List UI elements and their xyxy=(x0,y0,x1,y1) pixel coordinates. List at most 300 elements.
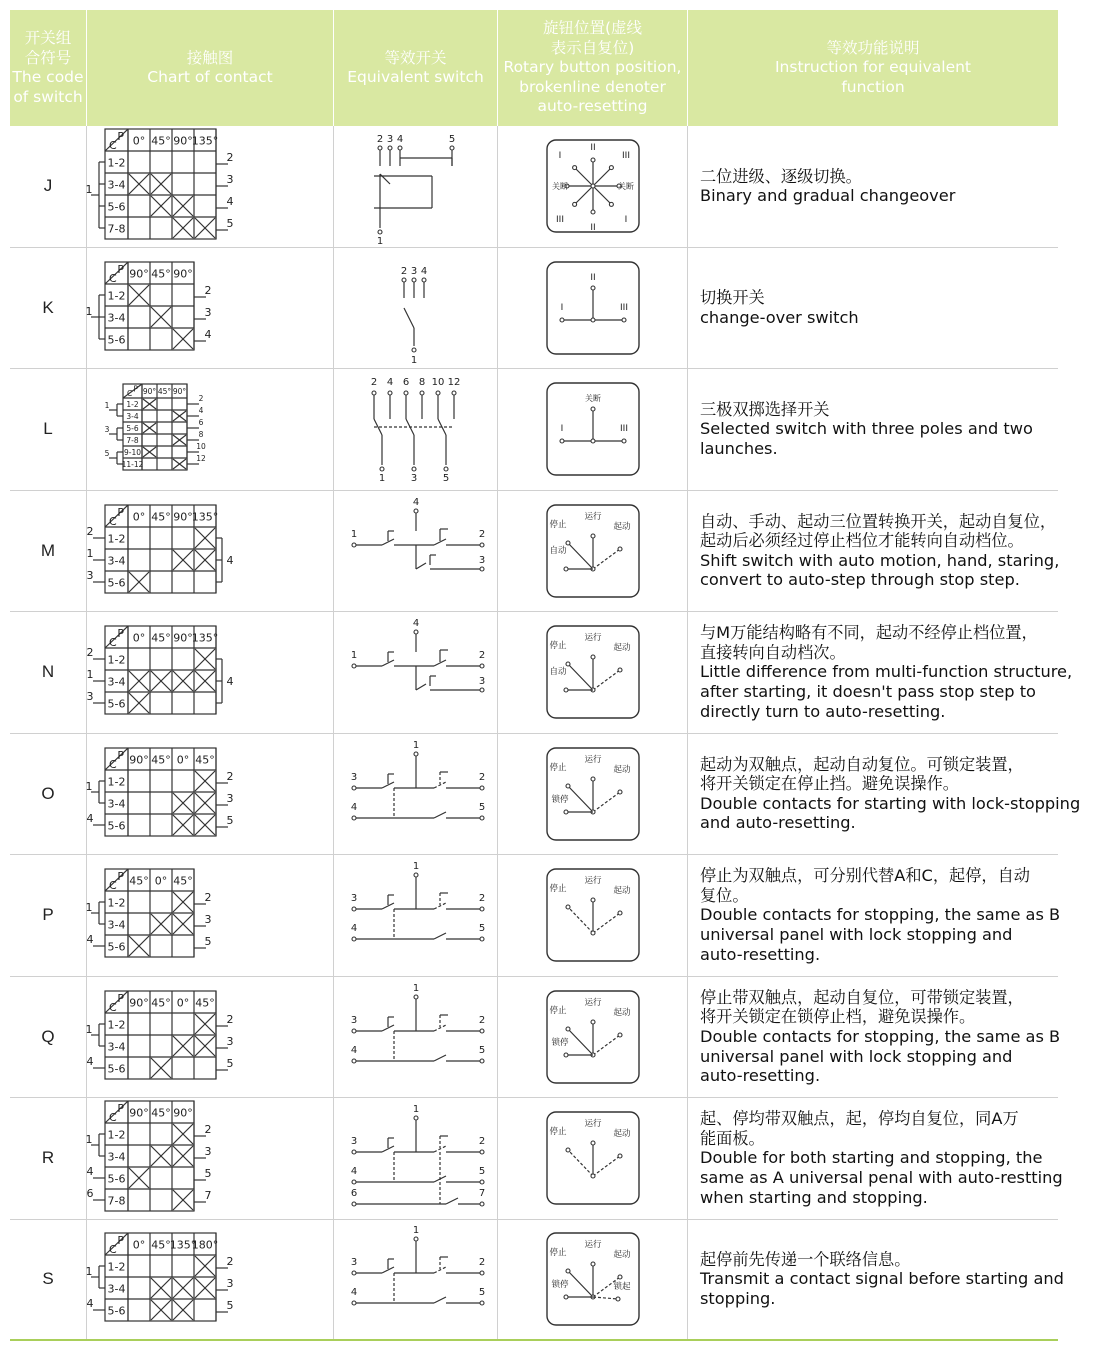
dial-position xyxy=(622,439,626,443)
chart-cell xyxy=(87,734,334,855)
switch-terminal-label: 3 xyxy=(350,1014,357,1026)
chart-angle-label: 90° xyxy=(172,1106,193,1120)
terminal xyxy=(402,278,406,282)
rotary-svg xyxy=(498,1098,688,1218)
terminal xyxy=(444,467,448,471)
dial-position xyxy=(618,668,622,672)
dial-position xyxy=(564,567,568,571)
description-line: 起、停均带双触点，起，停均自复位，同A万 xyxy=(700,1109,1019,1129)
rotary-cell xyxy=(498,855,688,976)
terminal xyxy=(452,391,456,395)
description-line: directly turn to auto-resetting. xyxy=(700,701,946,721)
description-text xyxy=(700,755,1080,833)
chart-angle-label: 90° xyxy=(128,753,149,767)
dial-position xyxy=(566,784,570,788)
terminal xyxy=(480,567,484,571)
chart-angle-label: 45° xyxy=(172,874,193,888)
dial-position xyxy=(591,777,595,781)
terminal xyxy=(388,391,392,395)
switch-blade xyxy=(406,419,414,435)
switch-terminal-label: 6 xyxy=(402,377,409,389)
dial-position xyxy=(616,1297,620,1301)
contact-closed-mark xyxy=(195,218,215,238)
contact-chart xyxy=(85,748,233,836)
chart-angle-label: 0° xyxy=(154,874,167,888)
switch-terminal-label: 5 xyxy=(478,923,485,935)
switch-terminal-label: 3 xyxy=(386,134,393,146)
switch-terminal-label: 1 xyxy=(412,1225,419,1237)
chart-c-label: C xyxy=(108,271,117,285)
terminal-label: 1 xyxy=(85,779,92,793)
chart-angle-label: 135° xyxy=(191,510,218,524)
switch-svg xyxy=(334,248,498,368)
chart-c-label: C xyxy=(108,636,117,650)
contact-closed-mark xyxy=(173,329,193,349)
description-text xyxy=(700,400,1033,459)
dial-position xyxy=(566,1148,570,1152)
switch-terminal-label: 4 xyxy=(350,1166,357,1178)
code-cell xyxy=(10,1098,87,1219)
chart-contact-label: 5-6 xyxy=(107,697,125,711)
terminal-label: 4 xyxy=(204,327,211,341)
header-rotary: 旋钮位置(虚线 表示自复位) Rotary button position, brokenline denoter auto-resetting xyxy=(498,10,688,126)
terminal xyxy=(388,146,392,150)
description-line: and auto-resetting. xyxy=(700,813,856,833)
dial-position xyxy=(609,203,613,207)
dial-position xyxy=(572,203,576,207)
terminal xyxy=(480,1150,484,1154)
terminal xyxy=(480,907,484,911)
contact-closed-mark xyxy=(151,1058,171,1078)
rotary-svg xyxy=(498,126,688,246)
contact-closed-mark xyxy=(173,914,193,934)
terminal-label: 1 xyxy=(86,546,93,560)
dial-label: 运行 xyxy=(583,511,602,522)
terminal-label: 4 xyxy=(226,553,233,567)
contact-closed-mark xyxy=(173,459,186,469)
terminal-label: 2 xyxy=(198,394,203,404)
dial-position xyxy=(566,905,570,909)
description-line: 停止带双触点，起动自复位，可带锁定装置， xyxy=(700,987,1024,1007)
chart-contact-label: 5-6 xyxy=(107,576,125,590)
terminal-label: 4 xyxy=(86,1054,93,1068)
contact-chart xyxy=(85,869,211,957)
equivalent-switch xyxy=(350,740,484,820)
terminal xyxy=(380,467,384,471)
chart-angle-label: 0° xyxy=(132,510,145,524)
equivalent-switch xyxy=(350,618,484,692)
dial-label: III xyxy=(555,215,564,226)
switch-blade xyxy=(404,308,414,328)
contact-closed-mark xyxy=(129,693,149,713)
rotary-dial xyxy=(547,505,639,597)
description-line: convert to auto-step through stop step. xyxy=(700,570,1020,590)
terminal xyxy=(480,1202,484,1206)
chart-cell xyxy=(87,977,334,1098)
dial-label: 起动 xyxy=(612,1129,631,1140)
contact-closed-mark xyxy=(173,218,193,238)
chart-angle-label: 45° xyxy=(157,387,171,396)
switch-terminal-label: 3 xyxy=(410,265,417,277)
chart-cell xyxy=(87,855,334,976)
dial-label: III xyxy=(619,424,628,435)
contact-chart-svg xyxy=(87,248,334,368)
contact-closed-mark xyxy=(195,815,215,835)
terminal-label: 5 xyxy=(204,935,211,949)
chart-contact-label: 1-2 xyxy=(107,532,125,546)
chart-p-label: P xyxy=(132,384,138,394)
switch-terminal-label: 1 xyxy=(350,650,357,662)
terminal-label: 10 xyxy=(195,442,206,452)
description-line: when starting and stopping. xyxy=(700,1187,928,1207)
terminal xyxy=(378,230,382,234)
dial-position xyxy=(618,547,622,551)
contact-closed-mark xyxy=(151,196,171,216)
terminal xyxy=(480,1059,484,1063)
code-cell xyxy=(10,491,87,612)
dial-label: 起动 xyxy=(612,764,631,775)
switch-terminal-label: 4 xyxy=(420,265,427,277)
chart-angle-label: 90° xyxy=(172,510,193,524)
switch-terminal-label: 1 xyxy=(412,1104,419,1116)
chart-contact-label: 9-10 xyxy=(123,448,141,457)
terminal xyxy=(480,937,484,941)
switch-cell xyxy=(334,977,498,1098)
table-row xyxy=(10,248,1058,370)
dial-position xyxy=(566,1027,570,1031)
contact-closed-mark xyxy=(143,423,156,433)
switch-blade xyxy=(416,684,426,690)
terminal-label: 1 xyxy=(85,1133,92,1147)
code-cell xyxy=(10,977,87,1098)
dial-center xyxy=(591,1174,595,1178)
switch-svg xyxy=(334,1219,498,1339)
contact-closed-mark xyxy=(173,411,186,421)
contact-closed-mark xyxy=(129,572,149,592)
dial-label: 运行 xyxy=(583,997,602,1008)
chart-angle-label: 135° xyxy=(169,1238,196,1252)
description-line: 直接转向自动档次。 xyxy=(700,642,846,662)
contact-chart xyxy=(86,505,233,593)
dial-position xyxy=(618,1033,622,1037)
chart-contact-label: 1-2 xyxy=(107,653,125,667)
terminal xyxy=(412,467,416,471)
terminal xyxy=(352,664,356,668)
description-line: 起动为双触点，起动自动复位。可锁定装置， xyxy=(700,754,1024,774)
description-cell xyxy=(688,1098,1063,1219)
description-text xyxy=(700,1109,1063,1207)
terminal-label: 1 xyxy=(85,1265,92,1279)
dial-position xyxy=(591,286,595,290)
terminal xyxy=(412,278,416,282)
terminal xyxy=(352,1271,356,1275)
terminal-label: 4 xyxy=(86,1297,93,1311)
chart-c-label: C xyxy=(108,1000,117,1014)
contact-closed-mark xyxy=(129,936,149,956)
description-line: auto-resetting. xyxy=(700,1066,821,1086)
contact-closed-mark xyxy=(173,1124,193,1144)
dial-label: 停止 xyxy=(548,519,567,530)
contact-chart xyxy=(85,1101,211,1211)
dial-position xyxy=(591,158,595,162)
terminal-label: 2 xyxy=(226,1012,233,1026)
switch-terminal-label: 4 xyxy=(350,1287,357,1299)
chart-angle-label: 90° xyxy=(172,134,193,148)
table-row xyxy=(10,1220,1064,1342)
switch-cell xyxy=(334,612,498,733)
terminal-label: 5 xyxy=(226,217,233,231)
switch-blade xyxy=(434,812,446,818)
switch-terminal-label: 8 xyxy=(418,377,425,389)
equivalent-switch xyxy=(370,377,460,484)
terminal xyxy=(414,752,418,756)
rotary-cell xyxy=(498,1220,688,1340)
contact-table xyxy=(10,10,1081,1341)
description-line: Shift switch with auto motion, hand, staring, xyxy=(700,550,1060,570)
description-line: change-over switch xyxy=(700,307,859,327)
terminal-label: 3 xyxy=(204,305,211,319)
chart-angle-label: 45° xyxy=(150,267,171,281)
switch-terminal-label: 5 xyxy=(478,801,485,813)
dial-center xyxy=(591,931,595,935)
chart-c-label: C xyxy=(108,1111,117,1125)
rotary-dial xyxy=(547,626,639,718)
switch-svg xyxy=(334,734,498,854)
terminal xyxy=(414,1116,418,1120)
rotary-svg xyxy=(498,1219,688,1339)
chart-angle-label: 0° xyxy=(176,753,189,767)
dial-label: 关断 xyxy=(551,182,568,192)
switch-terminal-label: 3 xyxy=(478,676,485,688)
header-code: 开关组 合符号 The code of switch xyxy=(10,10,87,126)
terminal-label: 3 xyxy=(104,425,109,435)
terminal xyxy=(352,543,356,547)
terminal xyxy=(352,816,356,820)
description-line: 二位进级、逐级切换。 xyxy=(700,166,862,186)
chart-c-label: C xyxy=(108,1243,117,1257)
chart-c-label: C xyxy=(108,139,117,153)
switch-terminal-label: 2 xyxy=(376,134,383,146)
chart-angle-label: 45° xyxy=(128,874,149,888)
contact-closed-mark xyxy=(173,1146,193,1166)
rotary-svg xyxy=(498,734,688,854)
dial-label: 锁停 xyxy=(550,1037,569,1048)
switch-code: K xyxy=(42,297,54,317)
rotary-svg xyxy=(498,977,688,1097)
rotary-svg xyxy=(498,612,688,732)
chart-angle-label: 90° xyxy=(142,387,156,396)
code-cell xyxy=(10,126,87,247)
dial-label: 自动 xyxy=(548,545,567,556)
terminal xyxy=(480,816,484,820)
code-cell xyxy=(10,248,87,369)
chart-angle-label: 45° xyxy=(150,996,171,1010)
contact-closed-mark xyxy=(151,1146,171,1166)
chart-contact-label: 1-2 xyxy=(107,1128,125,1142)
terminal xyxy=(414,995,418,999)
contact-closed-mark xyxy=(151,1300,171,1320)
switch-terminal-label: 4 xyxy=(350,923,357,935)
terminal-label: 2 xyxy=(204,1123,211,1137)
dial-center xyxy=(591,318,595,322)
equivalent-switch xyxy=(350,983,484,1063)
terminal-label: 1 xyxy=(85,304,92,318)
terminal xyxy=(480,1301,484,1305)
description-line: launches. xyxy=(700,439,778,459)
terminal-label: 2 xyxy=(204,283,211,297)
description-line: 切换开关 xyxy=(700,288,765,308)
switch-terminal-label: 3 xyxy=(350,771,357,783)
switch-svg xyxy=(334,1098,498,1218)
chart-angle-label: 0° xyxy=(176,996,189,1010)
description-text xyxy=(700,623,1072,721)
contact-chart xyxy=(85,262,211,350)
dial-label: 锁停 xyxy=(550,794,569,805)
dial-label: I xyxy=(558,151,561,162)
terminal xyxy=(420,391,424,395)
dial-position xyxy=(591,1020,595,1024)
chart-contact-label: 5-6 xyxy=(107,333,125,347)
switch-terminal-label: 4 xyxy=(386,377,393,389)
terminal xyxy=(352,1059,356,1063)
terminal xyxy=(352,1202,356,1206)
switch-cell xyxy=(334,126,498,247)
chart-contact-label: 1-2 xyxy=(107,156,125,170)
dial-label: 起动 xyxy=(612,643,631,654)
terminal xyxy=(398,146,402,150)
dial-label: 关断 xyxy=(617,182,634,192)
switch-terminal-label: 2 xyxy=(478,771,485,783)
contact-closed-mark xyxy=(195,649,215,669)
contact-closed-mark xyxy=(129,174,149,194)
contact-closed-mark xyxy=(195,550,215,570)
dial-label: 锁起 xyxy=(612,1282,631,1293)
table-header xyxy=(10,10,1058,126)
dial-position xyxy=(591,898,595,902)
switch-terminal-label: 3 xyxy=(410,473,417,485)
chart-contact-label: 5-6 xyxy=(107,940,125,954)
table-row xyxy=(10,734,1081,856)
switch-svg xyxy=(334,855,498,975)
rotary-dial xyxy=(547,140,639,233)
table-row xyxy=(10,855,1061,977)
terminal-label: 5 xyxy=(226,1299,233,1313)
switch-terminal-label: 4 xyxy=(412,618,419,630)
rotary-dial xyxy=(547,1233,639,1325)
terminal-label: 2 xyxy=(204,891,211,905)
terminal-label: 1 xyxy=(85,901,92,915)
contact-closed-mark xyxy=(143,447,156,457)
dial-position xyxy=(564,810,568,814)
chart-angle-label: 0° xyxy=(132,134,145,148)
contact-closed-mark xyxy=(195,793,215,813)
rotary-cell xyxy=(498,491,688,612)
dial-position xyxy=(618,790,622,794)
description-line: 停止为双触点，可分别代替A和C，起停，自动 xyxy=(700,866,1030,886)
dial-label: 运行 xyxy=(583,1119,602,1130)
switch-code: O xyxy=(41,783,55,803)
switch-blade xyxy=(434,1297,446,1303)
dial-center xyxy=(591,439,595,443)
switch-terminal-label: 2 xyxy=(478,1014,485,1026)
switch-cell xyxy=(334,369,498,490)
terminal xyxy=(414,1237,418,1241)
table-row xyxy=(10,369,1058,491)
contact-closed-mark xyxy=(173,435,186,445)
switch-code: Q xyxy=(41,1026,55,1046)
description-cell xyxy=(688,491,1058,612)
dial-position xyxy=(622,318,626,322)
chart-angle-label: 90° xyxy=(172,631,193,645)
table-row xyxy=(10,126,1058,248)
terminal-label: 6 xyxy=(86,1187,93,1201)
contact-chart-svg xyxy=(87,491,334,611)
dial-position xyxy=(591,534,595,538)
description-cell xyxy=(688,977,1061,1098)
dial-position xyxy=(566,1269,570,1273)
dial-label: I xyxy=(560,302,563,313)
dial-label: 锁停 xyxy=(550,1280,569,1291)
description-text xyxy=(700,288,859,327)
terminal xyxy=(352,1150,356,1154)
terminal-label: 5 xyxy=(104,449,109,459)
chart-angle-label: 90° xyxy=(128,267,149,281)
description-text xyxy=(700,866,1060,964)
description-line: 能面板。 xyxy=(700,1128,765,1148)
terminal-label: 6 xyxy=(198,418,203,428)
rotary-dial xyxy=(547,383,639,475)
terminal-label: 5 xyxy=(204,1167,211,1181)
terminal-label: 3 xyxy=(86,568,93,582)
switch-cell xyxy=(334,1098,498,1219)
chart-contact-label: 3-4 xyxy=(107,1040,125,1054)
description-line: 起停前先传递一个联络信息。 xyxy=(700,1249,911,1269)
dial-position xyxy=(564,1053,568,1057)
chart-p-label: P xyxy=(116,748,124,762)
terminal-label: 5 xyxy=(226,813,233,827)
chart-angle-label: 90° xyxy=(128,1106,149,1120)
chart-angle-label: 90° xyxy=(128,996,149,1010)
terminal-label: 12 xyxy=(195,454,206,464)
contact-chart-svg xyxy=(87,369,334,489)
contact-closed-mark xyxy=(173,671,193,691)
description-line: Selected switch with three poles and two xyxy=(700,419,1033,439)
contact-closed-mark xyxy=(151,914,171,934)
description-line: 将开关锁定在锁停止档，避免误操作。 xyxy=(700,1007,976,1027)
switch-code: J xyxy=(43,176,53,196)
dial-position xyxy=(566,541,570,545)
terminal xyxy=(352,907,356,911)
chart-contact-label: 5-6 xyxy=(107,1304,125,1318)
chart-c-label: C xyxy=(126,389,132,399)
chart-angle-label: 0° xyxy=(132,1238,145,1252)
contact-closed-mark xyxy=(129,1168,149,1188)
terminal xyxy=(450,146,454,150)
chart-contact-label: 1-2 xyxy=(125,400,139,409)
terminal-label: 5 xyxy=(226,1056,233,1070)
terminal xyxy=(352,937,356,941)
dial-label: III xyxy=(621,151,630,162)
table-row xyxy=(10,491,1058,613)
terminal-label: 2 xyxy=(86,524,93,538)
rotary-cell xyxy=(498,734,688,855)
description-line: after starting, it doesn't pass stop step to xyxy=(700,682,1036,702)
table-row xyxy=(10,977,1061,1099)
terminal xyxy=(352,1301,356,1305)
chart-cell xyxy=(87,491,334,612)
terminal xyxy=(480,1271,484,1275)
dial-label: 自动 xyxy=(548,667,567,678)
